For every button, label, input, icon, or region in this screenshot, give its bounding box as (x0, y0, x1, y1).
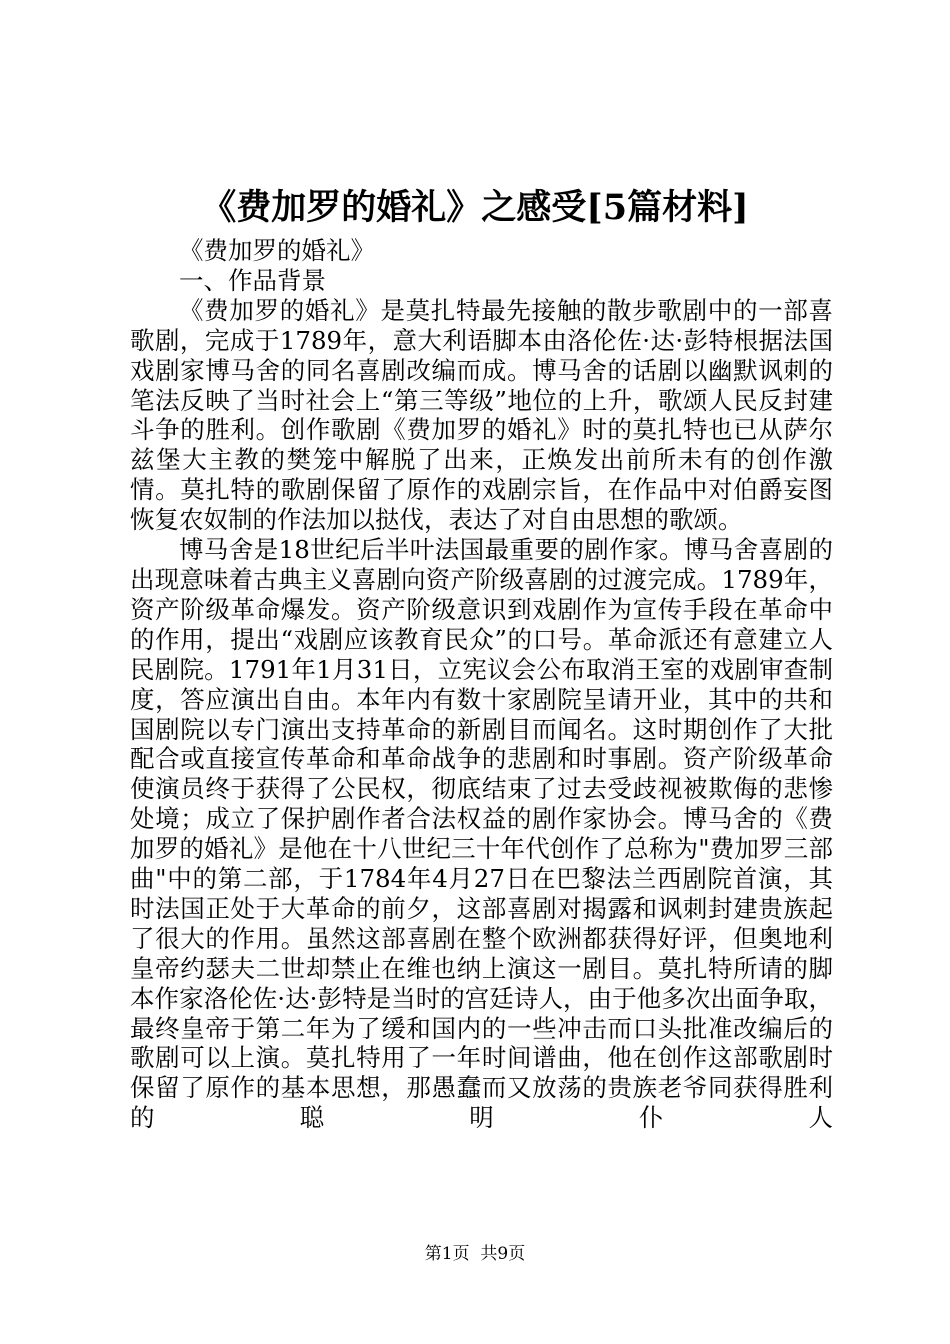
section-heading: 一、作品背景 (179, 265, 326, 295)
document-body (130, 236, 833, 1133)
document-title: 《费加罗的婚礼》之感受[5篇材料] (201, 187, 749, 228)
subtitle: 《费加罗的婚礼》 (179, 236, 375, 265)
paragraph: 博马舍是18世纪后半叶法国最重要的剧作家。博马舍喜剧的出现意味着古典主义喜剧向资产阶级喜剧的过渡完成。1789年，资产阶级革命爆发。资产阶级意识到戏剧作为宣传手段在革命中的作用，提出“戏剧应该教育民众”的口号。革命派还有意建立人民剧院。1791年1月31日，立宪议会公布取消王室的戏剧审查制度，答应演出自由。本年内有数十家剧院呈请开业，其中的共和国剧院以专门演出支持革命的新剧目而闻名。这时期创作了大批配合或直接宣传革命和革命战争的悲剧和时事剧。资产阶级革命使演员终于获得了公民权，彻底结束了过去受歧视被欺侮的悲惨处境；成立了保护剧作者合法权益的剧作家协会。博马舍的《费加罗的婚礼》是他在十八世纪三十年代创作了总称为"费加罗三部曲"中的第二部，于1784年4月27日在巴黎法兰西剧院首演，其时法国正处于大革命的前夕，这部喜剧对揭露和讽刺封建贵族起了很大的作用。虽然这部喜剧在整个欧洲都获得好评，但奥地利皇帝约瑟夫二世却禁止在维也纳上演这一剧目。莫扎特所请的脚本作家洛伦佐·达·彭特是当时的宫廷诗人，由于他多次出面争取，最终皇帝于第二年为了缓和国内的一些冲击而口头批准改编后的歌剧可以上演。莫扎特用了一年时间谱曲，他在创作这部歌剧时保留了原作的基本思想，那愚蠢而又放荡的贵族老爷同获得胜利的聪明仆人 (130, 535, 833, 1133)
page-number-footer: 第1页 共9页 (424, 1244, 526, 1264)
paragraph: 《费加罗的婚礼》是莫扎特最先接触的散步歌剧中的一部喜歌剧，完成于1789年，意大利语脚本由洛伦佐·达·彭特根据法国戏剧家博马舍的同名喜剧改编而成。博马舍的话剧以幽默讽刺的笔法反映了当时社会上“第三等级”地位的上升，歌颂人民反封建斗争的胜利。创作歌剧《费加罗的婚礼》时的莫扎特也已从萨尔兹堡大主教的樊笼中解脱了出来，正焕发出前所未有的创作激情。莫扎特的歌剧保留了原作的戏剧宗旨，在作品中对伯爵妄图恢复农奴制的作法加以挞伐，表达了对自由思想的歌颂。 (130, 295, 833, 535)
